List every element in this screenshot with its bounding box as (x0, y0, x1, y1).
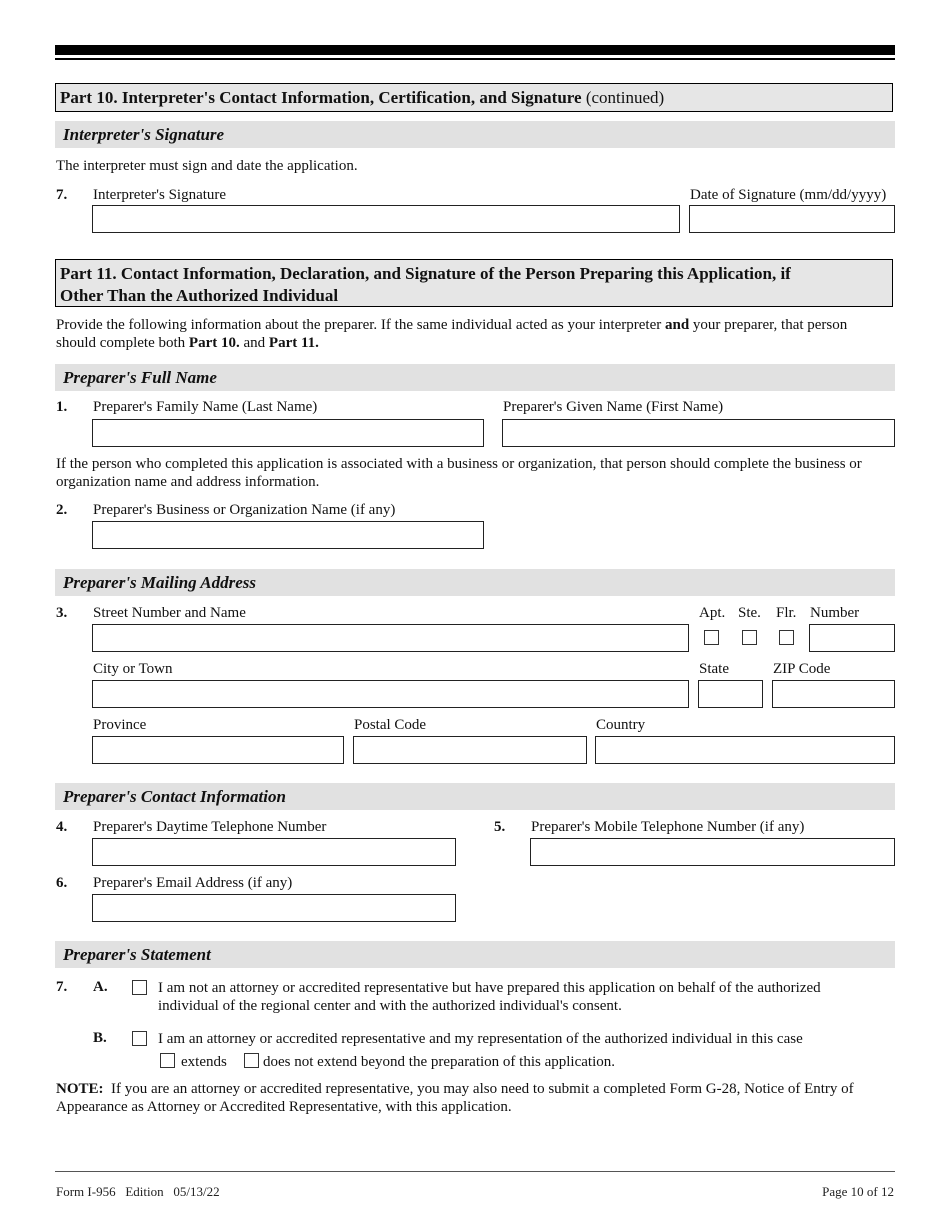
email-label: Preparer's Email Address (if any) (93, 875, 293, 891)
header-rule-thick (55, 45, 895, 55)
part11-intro (56, 316, 896, 352)
footer-rule (55, 1171, 895, 1172)
country-label: Country (596, 717, 646, 733)
option-b-letter: B. (93, 1030, 107, 1046)
item5-number: 5. (494, 819, 506, 835)
daytime-phone-label: Preparer's Daytime Telephone Number (93, 819, 327, 835)
part11-title-line1: Part 11. Contact Information, Declaration, and Signature of the Person Preparing this Application, if (60, 264, 791, 283)
number-label: Number (810, 605, 860, 621)
mobile-phone-label: Preparer's Mobile Telephone Number (if any) (531, 819, 805, 835)
date-of-signature-field[interactable] (689, 205, 895, 233)
intro-text-b: your preparer, that person (689, 317, 848, 333)
item3-number: 3. (56, 605, 68, 621)
unit-number-field[interactable] (809, 624, 895, 652)
section-preparer-full-name: Preparer's Full Name (55, 364, 895, 391)
flr-label: Flr. (776, 605, 797, 621)
section-mailing-address: Preparer's Mailing Address (55, 569, 895, 596)
header-rule-thin (55, 58, 895, 60)
apt-checkbox[interactable] (704, 630, 719, 645)
note-line2: Appearance as Attorney or Accredited Representative, with this application. (56, 1099, 512, 1115)
part10-title: Part 10. Interpreter's Contact Information, Certification, and Signature (60, 88, 582, 107)
part11-title-line2: Other Than the Authorized Individual (60, 286, 339, 305)
note-line1: If you are an attorney or accredited representative, you may also need to submit a completed Form G-28, Notice of Entry of (103, 1081, 854, 1097)
intro-text-d: and (239, 335, 269, 351)
intro-text-c: should complete both (56, 335, 189, 351)
option-a-checkbox[interactable] (132, 980, 147, 995)
state-field[interactable] (698, 680, 763, 708)
page-number: Page 10 of 12 (822, 1184, 894, 1199)
street-label: Street Number and Name (93, 605, 246, 621)
form-edition: Form I-956 Edition 05/13/22 (56, 1184, 220, 1199)
country-field[interactable] (595, 736, 895, 764)
option-b-checkbox[interactable] (132, 1031, 147, 1046)
business-note-line1: If the person who completed this application is associated with a business or organization, that person should complete the business or (56, 456, 862, 472)
note-block (56, 1080, 896, 1116)
option-a-text (158, 979, 898, 1015)
part10-instruction: The interpreter must sign and date the application. (56, 158, 358, 174)
state-label: State (699, 661, 729, 677)
zip-field[interactable] (772, 680, 895, 708)
option-a-line1: I am not an attorney or accredited representative but have prepared this application on behalf of the authorized (158, 980, 821, 996)
business-note (56, 455, 896, 491)
apt-label: Apt. (699, 605, 726, 621)
intro-and: and (664, 317, 690, 333)
interpreter-signature-label: Interpreter's Signature (93, 187, 227, 203)
business-name-field[interactable] (92, 521, 484, 549)
city-field[interactable] (92, 680, 689, 708)
ste-label: Ste. (738, 605, 761, 621)
statement-item7-number: 7. (56, 979, 68, 995)
item1-number: 1. (56, 399, 68, 415)
ste-checkbox[interactable] (742, 630, 757, 645)
option-b-line1: I am an attorney or accredited representative and my representation of the authorized individual in this case (158, 1031, 803, 1047)
section-interpreter-signature: Interpreter's Signature (55, 121, 895, 148)
does-not-extend-label: does not extend beyond the preparation of this application. (263, 1054, 615, 1070)
option-a-letter: A. (93, 979, 108, 995)
interpreter-signature-field[interactable] (92, 205, 680, 233)
business-note-line2: organization name and address information. (56, 474, 320, 490)
item6-number: 6. (56, 875, 68, 891)
part10-header (55, 83, 893, 112)
extends-checkbox[interactable] (160, 1053, 175, 1068)
given-name-field[interactable] (502, 419, 895, 447)
note-label: NOTE: (56, 1081, 104, 1097)
street-field[interactable] (92, 624, 689, 652)
date-of-signature-label: Date of Signature (mm/dd/yyyy) (690, 187, 887, 203)
section-contact-information: Preparer's Contact Information (55, 783, 895, 810)
family-name-field[interactable] (92, 419, 484, 447)
zip-label: ZIP Code (773, 661, 831, 677)
province-label: Province (93, 717, 147, 733)
given-name-label: Preparer's Given Name (First Name) (503, 399, 724, 415)
city-label: City or Town (93, 661, 173, 677)
item7-number: 7. (56, 187, 68, 203)
intro-part11: Part 11. (268, 335, 319, 351)
intro-text-a: Provide the following information about the preparer. If the same individual acted as your interpreter (56, 317, 665, 333)
item4-number: 4. (56, 819, 68, 835)
intro-part10: Part 10. (188, 335, 240, 351)
option-a-line2: individual of the regional center and with the authorized individual's consent. (158, 998, 622, 1014)
part11-header (55, 259, 893, 307)
mobile-phone-field[interactable] (530, 838, 895, 866)
business-name-label: Preparer's Business or Organization Name (if any) (93, 502, 396, 518)
part10-continued: (continued) (585, 88, 665, 107)
postal-code-field[interactable] (353, 736, 587, 764)
email-field[interactable] (92, 894, 456, 922)
flr-checkbox[interactable] (779, 630, 794, 645)
province-field[interactable] (92, 736, 344, 764)
daytime-phone-field[interactable] (92, 838, 456, 866)
section-preparer-statement: Preparer's Statement (55, 941, 895, 968)
family-name-label: Preparer's Family Name (Last Name) (93, 399, 318, 415)
extends-label: extends (181, 1054, 227, 1070)
does-not-extend-checkbox[interactable] (244, 1053, 259, 1068)
postal-code-label: Postal Code (354, 717, 427, 733)
item2-number: 2. (56, 502, 68, 518)
